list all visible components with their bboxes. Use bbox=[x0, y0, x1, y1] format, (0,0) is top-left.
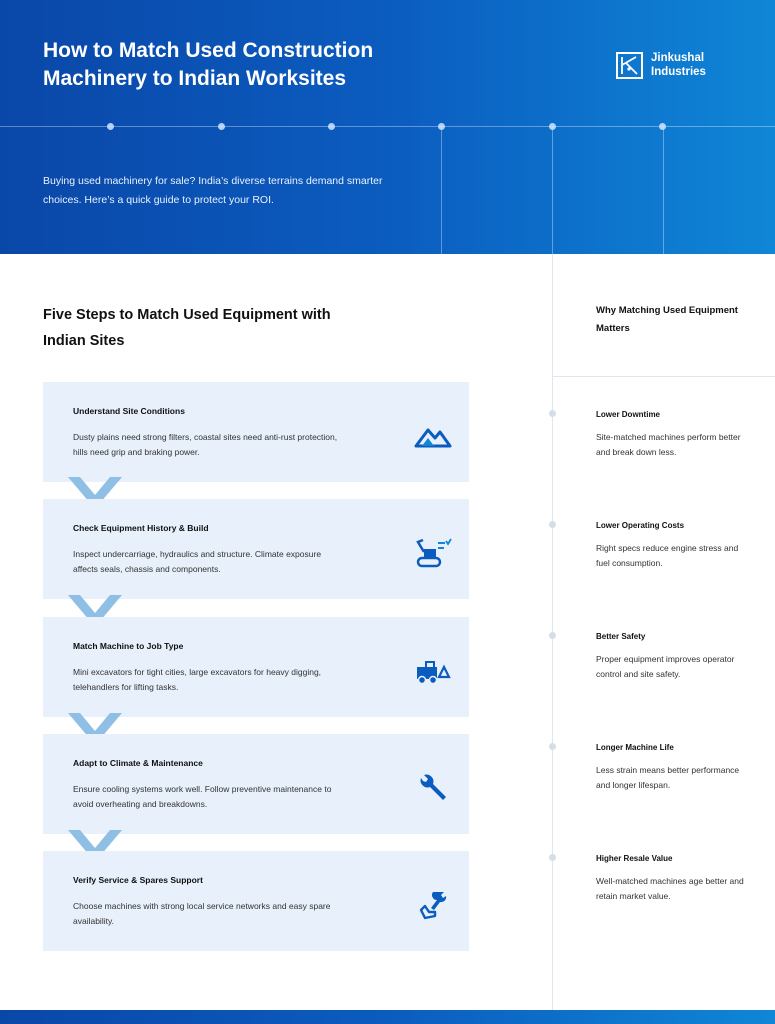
decorative-dot bbox=[659, 123, 666, 130]
step-title: Verify Service & Spares Support bbox=[73, 875, 203, 885]
header-banner bbox=[0, 0, 775, 254]
section-divider bbox=[552, 376, 775, 377]
decorative-dot bbox=[218, 123, 225, 130]
benefit-title: Better Safety bbox=[596, 632, 646, 641]
step-card bbox=[43, 382, 469, 482]
step-title: Match Machine to Job Type bbox=[73, 641, 184, 651]
step-description: Ensure cooling systems work well. Follow preventive maintenance to avoid overheating and breakdowns. bbox=[73, 784, 332, 809]
jinkushal-logo-icon bbox=[616, 52, 643, 79]
steps-section-title: Five Steps to Match Used Equipment with Indian Sites bbox=[43, 307, 331, 349]
benefit-item bbox=[596, 521, 746, 571]
brand-logo bbox=[616, 51, 721, 79]
decorative-line bbox=[441, 126, 442, 254]
brand-name: Jinkushal Industries bbox=[651, 52, 706, 78]
truck-icon bbox=[413, 651, 453, 691]
timeline-dot bbox=[549, 854, 556, 861]
decorative-dot bbox=[107, 123, 114, 130]
benefit-item bbox=[596, 410, 746, 460]
benefit-title: Lower Downtime bbox=[596, 410, 661, 419]
benefit-item bbox=[596, 854, 746, 904]
step-description: Choose machines with strong local service networks and easy spare availability. bbox=[73, 901, 331, 926]
step-description: Mini excavators for tight cities, large excavators for heavy digging, telehandlers for lifting tasks. bbox=[73, 667, 322, 692]
step-title: Check Equipment History & Build bbox=[73, 523, 209, 533]
decorative-line bbox=[552, 126, 553, 254]
benefit-description: Proper equipment improves operator control and site safety. bbox=[596, 654, 735, 679]
step-card bbox=[43, 851, 469, 951]
decorative-dot bbox=[549, 123, 556, 130]
mountains-icon bbox=[413, 416, 453, 456]
decorative-line bbox=[663, 126, 664, 254]
timeline-dot bbox=[549, 410, 556, 417]
footer-bar bbox=[0, 1010, 775, 1024]
hand-wrench-icon bbox=[413, 885, 453, 925]
benefit-title: Longer Machine Life bbox=[596, 743, 674, 752]
decorative-dot bbox=[328, 123, 335, 130]
decorative-dot bbox=[438, 123, 445, 130]
page-title: How to Match Used Construction Machinery to Indian Worksites bbox=[43, 39, 374, 90]
timeline-dot bbox=[549, 521, 556, 528]
benefit-item bbox=[596, 743, 746, 793]
benefit-description: Right specs reduce engine stress and fuel consumption. bbox=[596, 543, 739, 568]
wrench-icon bbox=[413, 768, 453, 808]
step-description: Inspect undercarriage, hydraulics and structure. Climate exposure affects seals, chassis and components. bbox=[73, 549, 322, 574]
benefit-description: Site-matched machines perform better and break down less. bbox=[596, 432, 741, 457]
step-description: Dusty plains need strong filters, coastal sites need anti-rust protection, hills need grip and braking power. bbox=[73, 432, 338, 457]
benefits-section-title: Why Matching Used Equipment Matters bbox=[596, 305, 738, 334]
step-title: Understand Site Conditions bbox=[73, 406, 185, 416]
timeline-dot bbox=[549, 632, 556, 639]
step-title: Adapt to Climate & Maintenance bbox=[73, 758, 203, 768]
benefit-description: Well-matched machines age better and retain market value. bbox=[596, 876, 744, 901]
excavator-checklist-icon bbox=[413, 533, 453, 573]
benefit-description: Less strain means better performance and longer lifespan. bbox=[596, 765, 740, 790]
timeline-dot bbox=[549, 743, 556, 750]
benefit-item bbox=[596, 632, 746, 682]
step-card bbox=[43, 617, 469, 717]
intro-text: Buying used machinery for sale? India’s diverse terrains demand smarter choices. Here’s a quick guide to protect your ROI. bbox=[43, 175, 383, 206]
step-card bbox=[43, 734, 469, 834]
benefit-title: Lower Operating Costs bbox=[596, 521, 685, 530]
benefit-title: Higher Resale Value bbox=[596, 854, 673, 863]
step-card bbox=[43, 499, 469, 599]
